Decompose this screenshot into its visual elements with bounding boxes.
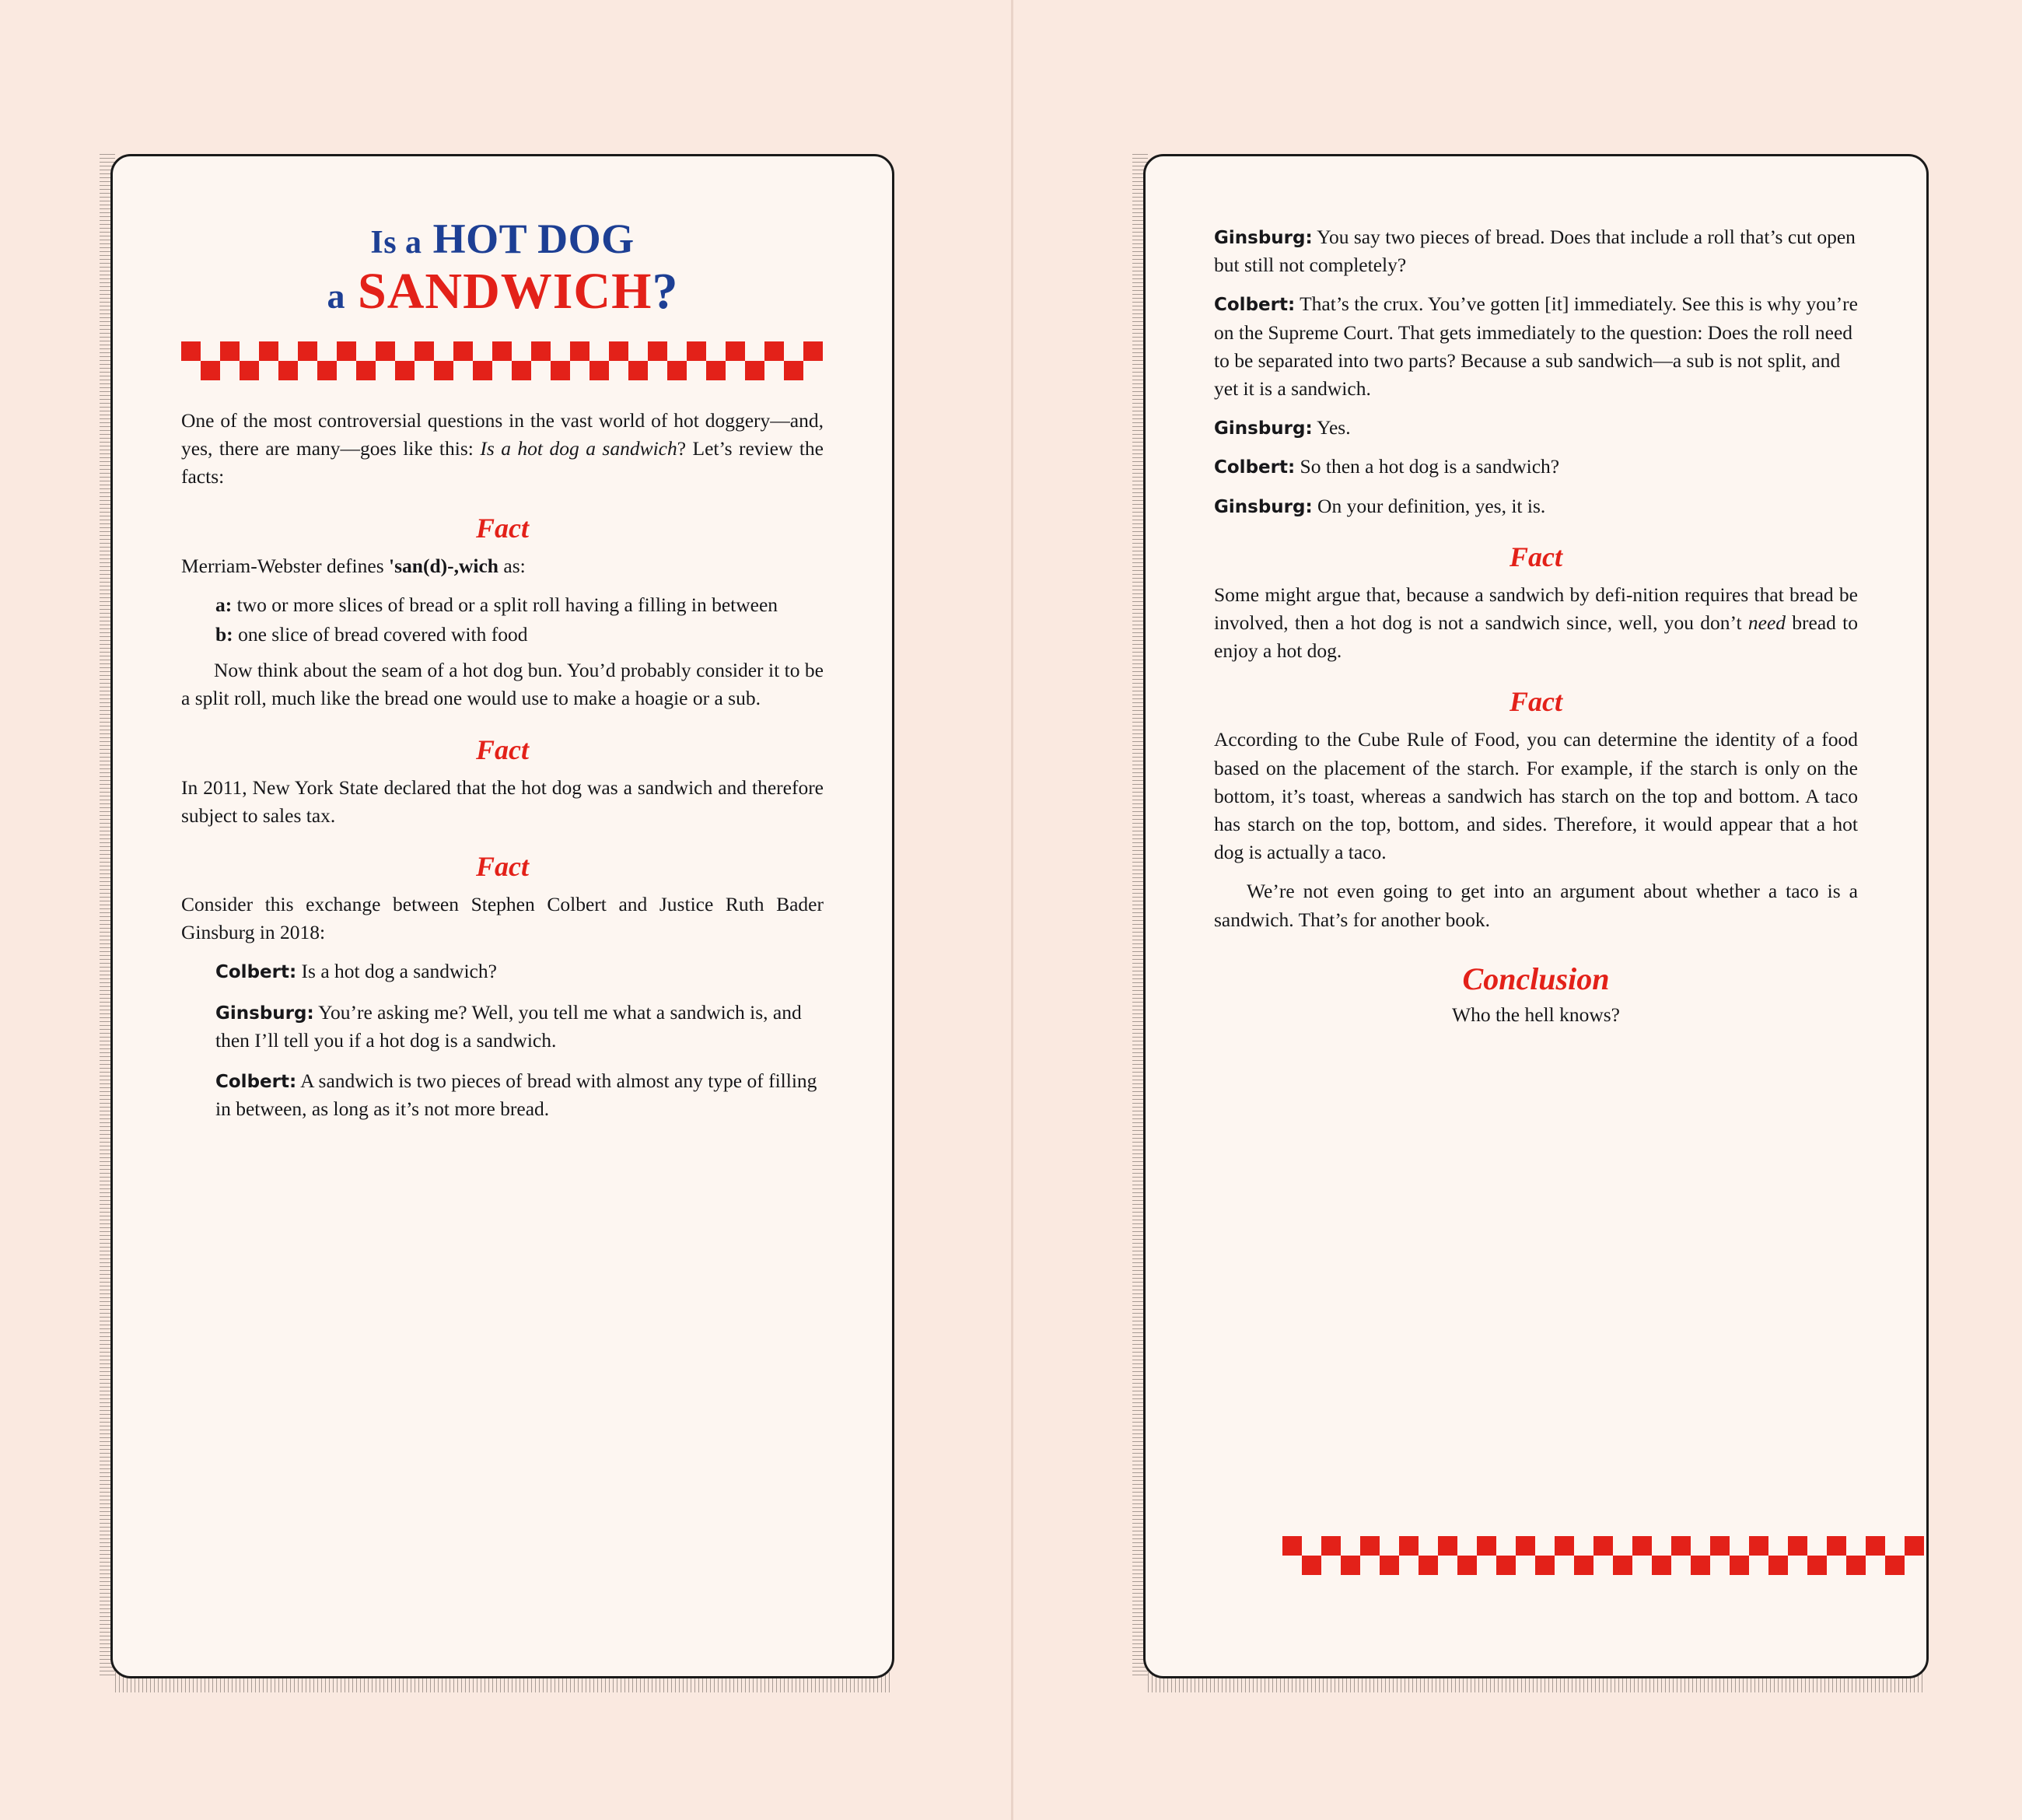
definition-list [215,591,824,649]
checker-cell [376,341,395,361]
page-title [181,217,824,318]
checker-cell [803,341,823,361]
checker-cell [1438,1536,1457,1556]
checker-cell [1613,1556,1632,1575]
checker-cell [1632,1536,1652,1556]
checker-cell [240,361,259,380]
speaker-name: Colbert: [215,962,297,983]
dialogue-text: Is a hot dog a sandwich? [296,960,497,983]
intro-text: One of the most controversial questions in the vast world of hot doggery—and, yes, there are many—goes like this: [181,408,824,460]
definition-b-key: b: [215,623,233,646]
checker-cell [298,341,317,361]
checker-cell [356,361,376,380]
checker-cell [1866,1536,1885,1556]
intro-paragraph [181,407,824,492]
speaker-name: Colbert: [215,1072,297,1093]
checker-cell [1282,1536,1302,1556]
checker-cell [726,341,745,361]
definition-a-key: a: [215,593,233,616]
title-sandwich: SANDWICH [358,262,652,320]
left-page-content [181,156,824,1676]
checker-cell [551,361,570,380]
dialogue-text: You say two pieces of bread. Does that include a roll that’s cut open but still not completely? [1214,226,1856,277]
checker-cell [473,361,492,380]
right-page [1143,154,1929,1678]
right-page-content [1214,156,1858,1676]
left-page [110,154,894,1678]
checker-cell [1555,1536,1574,1556]
checker-cell [337,341,356,361]
checker-cell [1380,1556,1399,1575]
dialogue-text: You’re asking me? Well, you tell me what a sandwich is, and then I’ll tell you if a hot dog is a sandwich. [215,1000,802,1052]
checker-cell [1807,1556,1827,1575]
dialogue-line [1214,492,1858,520]
checker-cell [1710,1536,1730,1556]
dialogue-line [215,957,824,985]
checker-cell [1691,1556,1710,1575]
fact4-pre: Some might argue that, because a sandwich by defi-nition requires that bread be involved, then a hot dog is not a sandwich since, well, you don’t [1214,583,1858,635]
fact4-paragraph [1214,581,1858,666]
checker-cell [1321,1536,1341,1556]
speaker-name: Colbert: [1214,295,1296,316]
checker-cell [492,341,512,361]
definition-b-text: one slice of bread covered with food [233,623,528,646]
intro-tail: ? Let’s review the facts: [181,437,824,488]
checker-cell [317,361,337,380]
intro-italic: Is a hot dog a sandwich [480,437,677,460]
checker-cell [1730,1556,1749,1575]
checker-cell [453,341,473,361]
checker-rule-top [181,341,824,380]
checker-cell [1574,1556,1593,1575]
checker-cell [648,341,667,361]
speaker-name: Colbert: [1214,457,1296,478]
checker-cell [589,361,609,380]
fact-heading-1: Fact [476,512,529,544]
title-hot-dog: HOT DOG [432,215,635,262]
checker-cell [1457,1556,1477,1575]
dialogue-text: So then a hot dog is a sandwich? [1295,455,1560,478]
fact1-lead [181,552,824,580]
checker-cell [609,341,628,361]
dialogue-text: That’s the crux. You’ve gotten [it] immediately. See this is why you’re on the Supreme Court. That gets immediately to the question: Does the roll need to be separated into two parts? Because a sub sandwich—a sub is not split, and yet it is a sandwich. [1214,292,1858,401]
phonetic-spelling: 'san(d)-,wich [389,554,499,577]
checker-cell [1535,1556,1555,1575]
checker-cell [764,341,784,361]
fact-heading-5: Fact [1510,686,1562,718]
checker-cell [1905,1536,1924,1556]
fact4-italic: need [1747,611,1786,635]
title-a: a [327,275,345,316]
definition-b [215,621,824,649]
checker-cell [1671,1536,1691,1556]
checker-cell [570,341,589,361]
conclusion-heading: Conclusion [1462,961,1610,996]
speaker-name: Ginsburg: [215,1003,314,1024]
checker-cell [1419,1556,1438,1575]
fact1-followup: Now think about the seam of a hot dog bun. You’d probably consider it to be a split roll, much like the bread one would use to make a hoagie or a sub. [181,659,824,710]
checker-cell [181,341,201,361]
checker-cell [512,361,531,380]
checker-cell [1496,1556,1516,1575]
checker-cell [201,361,220,380]
checker-cell [434,361,453,380]
dialogue-line [1214,290,1858,403]
fact5-followup: We’re not even going to get into an argument about whether a taco is a sandwich. That’s for another book. [1214,880,1858,931]
checker-cell [667,361,687,380]
fact-heading-2: Fact [476,733,529,765]
checker-cell [1749,1536,1768,1556]
checker-cell [1788,1536,1807,1556]
dialogue-line [1214,453,1858,481]
checker-cell [1846,1556,1866,1575]
fact-heading-3: Fact [476,851,529,883]
spread-gutter [1011,0,1013,1820]
checker-cell [415,341,434,361]
checker-cell [1768,1556,1788,1575]
checker-cell [745,361,764,380]
dialogue-text: On your definition, yes, it is. [1312,494,1546,517]
dialogue-line [215,999,824,1055]
fact1-lead-text: Merriam-Webster defines [181,554,390,577]
dialogue-text: Yes. [1312,416,1351,439]
fact4-post: bread to enjoy a hot dog. [1214,611,1858,663]
conclusion-text: Who the hell knows? [1452,1003,1620,1026]
speaker-name: Ginsburg: [1214,228,1313,248]
fact1-lead-tail: as: [499,554,526,577]
checker-cell [1360,1536,1380,1556]
definition-a [215,591,824,619]
checker-cell [1302,1556,1321,1575]
checker-cell [1516,1536,1535,1556]
fact3-paragraph: Consider this exchange between Stephen Colbert and Justice Ruth Bader Ginsburg in 2018: [181,893,824,944]
title-is-a: Is a [370,225,422,261]
checker-cell [1593,1536,1613,1556]
checker-cell [395,361,415,380]
dialogue-line [215,1067,824,1123]
checker-cell [1341,1556,1360,1575]
checker-cell [1827,1536,1846,1556]
speaker-name: Ginsburg: [1214,418,1313,439]
checker-cell [1652,1556,1671,1575]
checker-cell [1477,1536,1496,1556]
checker-cell [1885,1556,1905,1575]
fact5-paragraph: According to the Cube Rule of Food, you can determine the identity of a food based on the placement of the starch. For example, if the starch is only on the bottom, it’s toast, whereas a sandwich has starch on the top and bottom. A taco has starch on the top, bottom, and sides. Therefore, it would appear that a hot dog is actually a taco. [1214,728,1858,864]
checker-cell [278,361,298,380]
checker-cell [1399,1536,1419,1556]
speaker-name: Ginsburg: [1214,496,1313,517]
checker-cell [531,341,551,361]
dialogue-line [1214,414,1858,442]
checker-rule-bottom [1282,1536,1926,1575]
checker-cell [259,341,278,361]
fact-heading-4: Fact [1510,541,1562,572]
checker-cell [628,361,648,380]
checker-cell [706,361,726,380]
definition-a-text: two or more slices of bread or a split roll having a filling in between [232,593,778,616]
checker-cell [784,361,803,380]
title-question-mark: ? [652,262,678,320]
dialogue-line [1214,223,1858,279]
checker-cell [220,341,240,361]
checker-cell [687,341,706,361]
dialogue-text: A sandwich is two pieces of bread with almost any type of filling in between, as long as it’s not more bread. [215,1069,817,1121]
fact2-paragraph: In 2011, New York State declared that the hot dog was a sandwich and therefore subject to sales tax. [181,775,824,827]
